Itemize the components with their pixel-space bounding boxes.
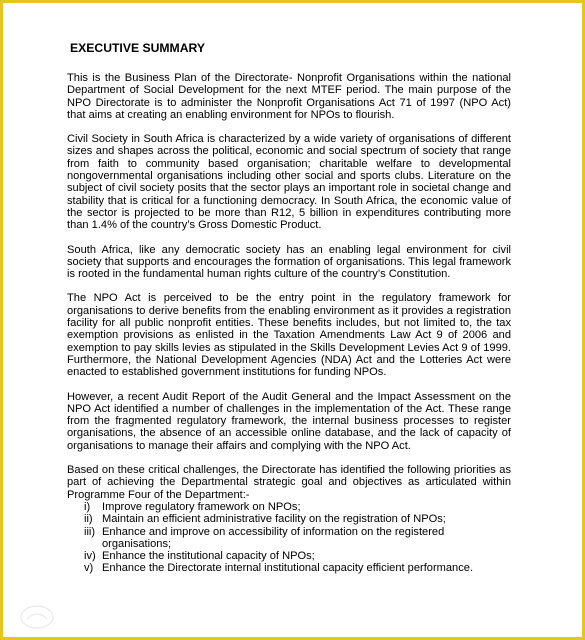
document-heading: EXECUTIVE SUMMARY xyxy=(70,41,205,55)
paragraph-civil-society: Civil Society in South Africa is characterized by a wide variety of organisations of different sizes and shapes across the political, economic and social spectrum of society that range from faith to community based organisation; charitable welfare to developmental nongovernmental organisations including other social and sports clubs. Literature on the subject of civil society posits that the sector plays an important role in societal change and stability that is critical for a functioning democracy. In South Africa, the economic value of the sector is projected to be more than R12, 5 billion in expenditures contributing more than 1.4% of the country’s Gross Domestic Product. xyxy=(67,133,511,232)
list-item xyxy=(84,526,511,551)
list-item xyxy=(84,513,511,525)
list-item-continuation: organisations; xyxy=(102,537,172,550)
list-item-number: v) xyxy=(84,562,94,575)
list-item-text: Improve regulatory framework on NPOs; xyxy=(102,500,301,513)
list-item xyxy=(84,550,511,562)
list-item-text: Enhance the institutional capacity of NPOs; xyxy=(102,550,315,563)
priorities-list xyxy=(67,501,511,575)
watermark-emblem xyxy=(17,603,57,631)
paragraph-npo-act: The NPO Act is perceived to be the entry point in the regulatory framework for organisations to derive benefits from the enabling environment as it provides a registration facility for all public nonprofit entities. These benefits includes, but not limited to, the tax exemption provisions as enlisted in the Taxation Amendments Law Act 9 of 2006 and exemption to pay skills levies as stipulated in the Skills Development Levies Act 9 of 1999. Furthermore, the National Development Agencies (NDA) Act and the Lotteries Act were enacted to established government institutions for funding NPOs. xyxy=(67,292,511,379)
paragraph-intro: This is the Business Plan of the Directorate- Nonprofit Organisations within the national Department of Social Development for the next MTEF period. The main purpose of the NPO Directorate is to administer the Nonprofit Organisations Act 71 of 1997 (NPO Act) that aims at creating an enabling environment for NPOs to flourish. xyxy=(67,72,511,121)
list-item-number: iii) xyxy=(84,525,96,538)
list-item-text: Enhance and improve on accessibility of information on the registered xyxy=(102,525,445,538)
paragraph-legal-environment: South Africa, like any democratic society has an enabling legal environment for civil society that supports and encourages the formation of organisations. This legal framework is rooted in the fundamental human rights culture of the country’s Constitution. xyxy=(67,243,511,281)
list-item xyxy=(84,501,511,513)
list-item-body xyxy=(102,526,511,551)
document-page xyxy=(3,3,582,637)
paragraph-priorities-intro: Based on these critical challenges, the Directorate has identified the following priorities as part of achieving the Departmental strategic goal and objectives as articulated within Programme Four of the Department:- xyxy=(67,464,511,501)
list-item-number: ii) xyxy=(84,513,93,526)
list-item-text: Maintain an efficient administrative facility on the registration of NPOs; xyxy=(102,513,446,526)
document-body xyxy=(67,41,511,575)
list-item-number: i) xyxy=(84,500,91,513)
list-item-number: iv) xyxy=(84,550,96,563)
list-item-text: Enhance the Directorate internal institutional capacity efficient performance. xyxy=(102,562,474,575)
list-item xyxy=(84,562,511,574)
paragraph-audit-report: However, a recent Audit Report of the Audit General and the Impact Assessment on the NPO Act identified a number of challenges in the implementation of the Act. These range from the fragmented regulatory framework, the internal business processes to register organisations, the absence of an accessible online database, and the lack of capacity of organisations to manage their affairs and complying with the NPO Act. xyxy=(67,390,511,452)
